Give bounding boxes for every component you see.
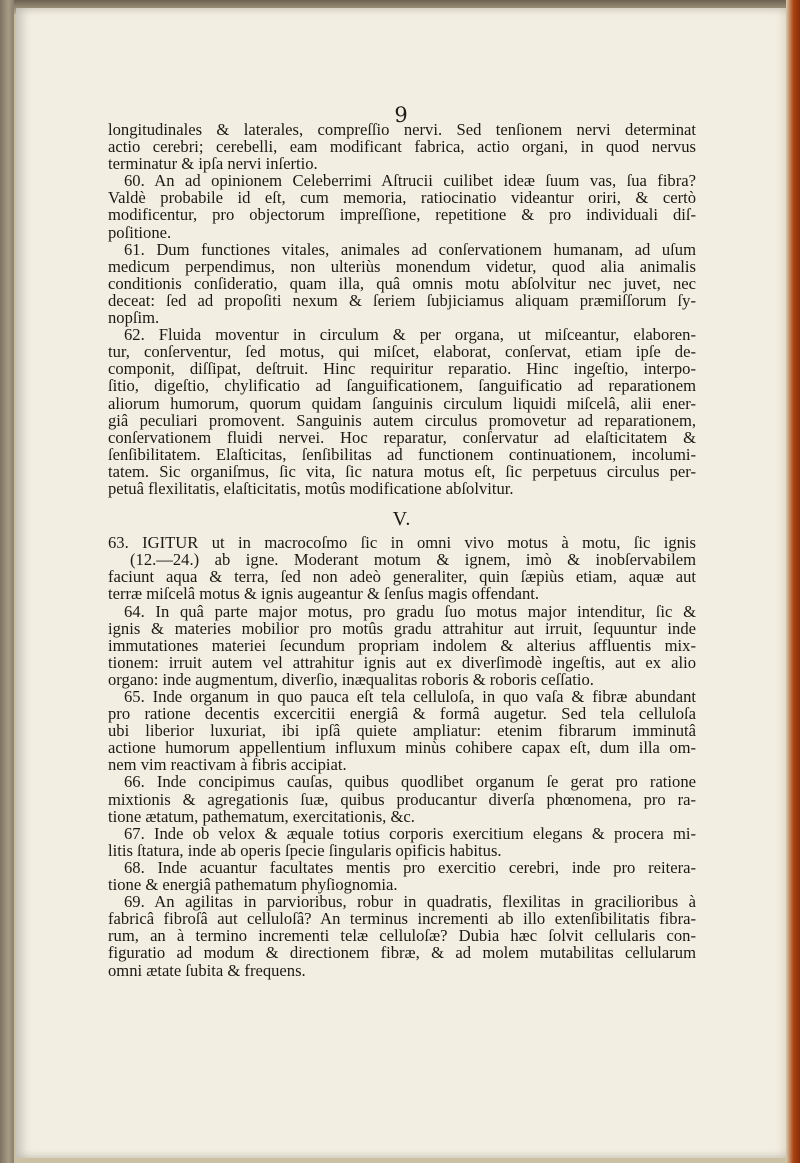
text-line: faciunt aqua & terra, ſed non adeò generaliter, quin ſæpiùs etiam, aquæ aut: [108, 567, 696, 587]
text-line: nem vim reactivam à fibris accipiat.: [108, 755, 347, 775]
text-line: actio cerebri; cerebelli, eam modificant fabrica, actio organi, in quod nervus: [108, 137, 696, 157]
section-heading: V.: [392, 508, 412, 531]
text-line: fabricâ fibroſâ aut celluloſâ? An terminus incrementi ab illo extenſibilitatis fibra-: [108, 909, 696, 929]
text-line: Valdè probabile id eſt, cum memoria, ratiocinatio videantur oriri, & certò: [108, 188, 696, 208]
paragraph-69: 69. An agilitas in parvioribus, robur in quadratis, flexilitas in gracilioribus à: [124, 892, 696, 912]
text-line: tionem: irruit autem vel attrahitur ignis aut ex diverſimodè ingeſtis, aut ex alio: [108, 652, 696, 672]
text-line: mixtionis & agregationis ſuæ, quibus producantur diverſa phœnomena, pro ra-: [108, 789, 696, 809]
text-line: immutationes materiei ſecundum propriam indolem & alterius affluentis mix-: [108, 635, 696, 655]
paragraph-68: 68. Inde acuantur facultates mentis pro exercitio cerebri, inde pro reitera-: [124, 857, 696, 877]
text-line: medicum perpendimus, non ulteriùs monendum videtur, quod alia animalis: [108, 256, 696, 276]
text-line: nopſim.: [108, 308, 160, 328]
text-line: conſervationem fluidi nervei. Hoc reparatur, conſervatur ad elaſticitatem &: [108, 427, 696, 447]
book-page: [16, 8, 786, 1158]
text-line: omni ætate ſubita & frequens.: [108, 960, 306, 980]
text-line: ignis & materies mobilior pro motûs gradu attrahitur aut irruit, ſequuntur inde: [108, 618, 696, 638]
text-line: tatem. Sic organiſmus, ſic vita, ſic natura motus eſt, ſic perpetuus circulus per-: [108, 461, 696, 481]
paragraph-62: 62. Fluida moventur in circulum & per organa, ut miſceantur, elaboren-: [124, 325, 696, 345]
paragraph-65: 65. Inde organum in quo pauca eſt tela celluloſa, in quo vaſa & fibræ abundant: [124, 687, 696, 706]
paragraph-64: 64. In quâ parte major motus, pro gradu ſuo motus major intenditur, ſic &: [124, 601, 696, 621]
text-line: deceat: ſed ad propoſiti nexum & ſeriem ſubjiciamus aliquam præmiſſorum ſy-: [108, 290, 696, 310]
text-line: (12.—24.) ab igne. Moderant motum & ignem, imò & inobſervabilem: [130, 550, 696, 570]
text-line: petuâ flexilitatis, elaſticitatis, motûs modificatione abſolvitur.: [108, 478, 514, 498]
text-line: litis ſtatura, inde ab operis ſpecie ſingularis opificis habitus.: [108, 840, 502, 860]
paragraph-60: 60. An ad opinionem Celeberrimi Aſtrucii cuilibet ideæ ſuum vas, ſua fibra?: [124, 171, 696, 191]
text-line: pro ratione decentis excercitii energiâ & formâ augetur. Sed tela celluloſa: [108, 704, 696, 724]
text-line: tur, conſerventur, ſed motus, qui miſcet, elaborat, conſervat, etiam ipſe de-: [108, 342, 696, 362]
paragraph-63: 63. IGITUR ut in macrocoſmo ſic in omni vivo motus à motu, ſic ignis: [108, 533, 696, 553]
text-line: actione humorum appellentium influxum minùs cohibere capax eſt, dum illa om-: [108, 738, 696, 758]
paragraph-67: 67. Inde ob velox & æquale totius corporis exercitium elegans & procera mi-: [124, 823, 696, 843]
text-line: modificentur, pro objectorum impreſſione, repetitione & pro individuali diſ-: [108, 205, 696, 225]
paragraph-61: 61. Dum functiones vitales, animales ad conſervationem humanam, ad uſum: [124, 239, 696, 259]
text-line: ſitio, digeſtio, chylificatio ad ſanguificationem, ſanguificatio ad reparationem: [108, 376, 696, 396]
text-line: organo: inde augmentum, diverſio, inæqualitas roboris & roboris ceſſatio.: [108, 669, 594, 689]
text-line: figuratio ad modum & directionem fibræ, & ad molem mutabilitas cellularum: [108, 943, 696, 963]
page-edge-right: [786, 0, 800, 1163]
text-line: longitudinales & laterales, compreſſio nervi. Sed tenſionem nervi determinat: [108, 120, 696, 139]
text-line: componit, diſſipat, deſtruit. Hinc requiritur reparatio. Hinc ingeſtio, interpo-: [108, 359, 696, 379]
text-line: tione ætatum, pathematum, exercitationis, &c.: [108, 806, 415, 826]
body-text: [108, 121, 696, 979]
text-line: poſitione.: [108, 222, 172, 242]
text-line: conditionis conſideratio, quam illa, quâ omnis motu abſolvitur nec juvet, nec: [108, 273, 696, 293]
text-line: aliorum humorum, quorum quidam ſanguinis circulum liquidi miſcelâ, alii ener-: [108, 393, 696, 413]
text-line: ubi liberior luxuriat, ibi ipſâ quiete ampliatur: etenim fibrarum imminutâ: [108, 721, 696, 741]
page-number: 9: [394, 103, 408, 127]
text-line: rum, an à termino incrementi telæ celluloſæ? Dubia hæc ſolvit cellularis con-: [108, 926, 696, 946]
text-line: ſenſibilitatem. Elaſticitas, ſenſibilitas ad functionem continuationem, incolumi-: [108, 444, 696, 464]
text-line: terræ miſcelâ motus & ignis augeantur & ſenſus magis offendant.: [108, 584, 540, 604]
paragraph-66: 66. Inde concipimus cauſas, quibus quodlibet organum ſe gerat pro ratione: [124, 772, 696, 792]
text-line: terminatur & ipſa nervi inſertio.: [108, 154, 318, 174]
previous-page-edge: [0, 0, 14, 1163]
text-line: tione & energiâ pathematum phyſiognomia.: [108, 875, 398, 895]
text-line: giâ peculiari promovent. Sanguinis autem circulus promovetur ad reparationem,: [108, 410, 696, 430]
